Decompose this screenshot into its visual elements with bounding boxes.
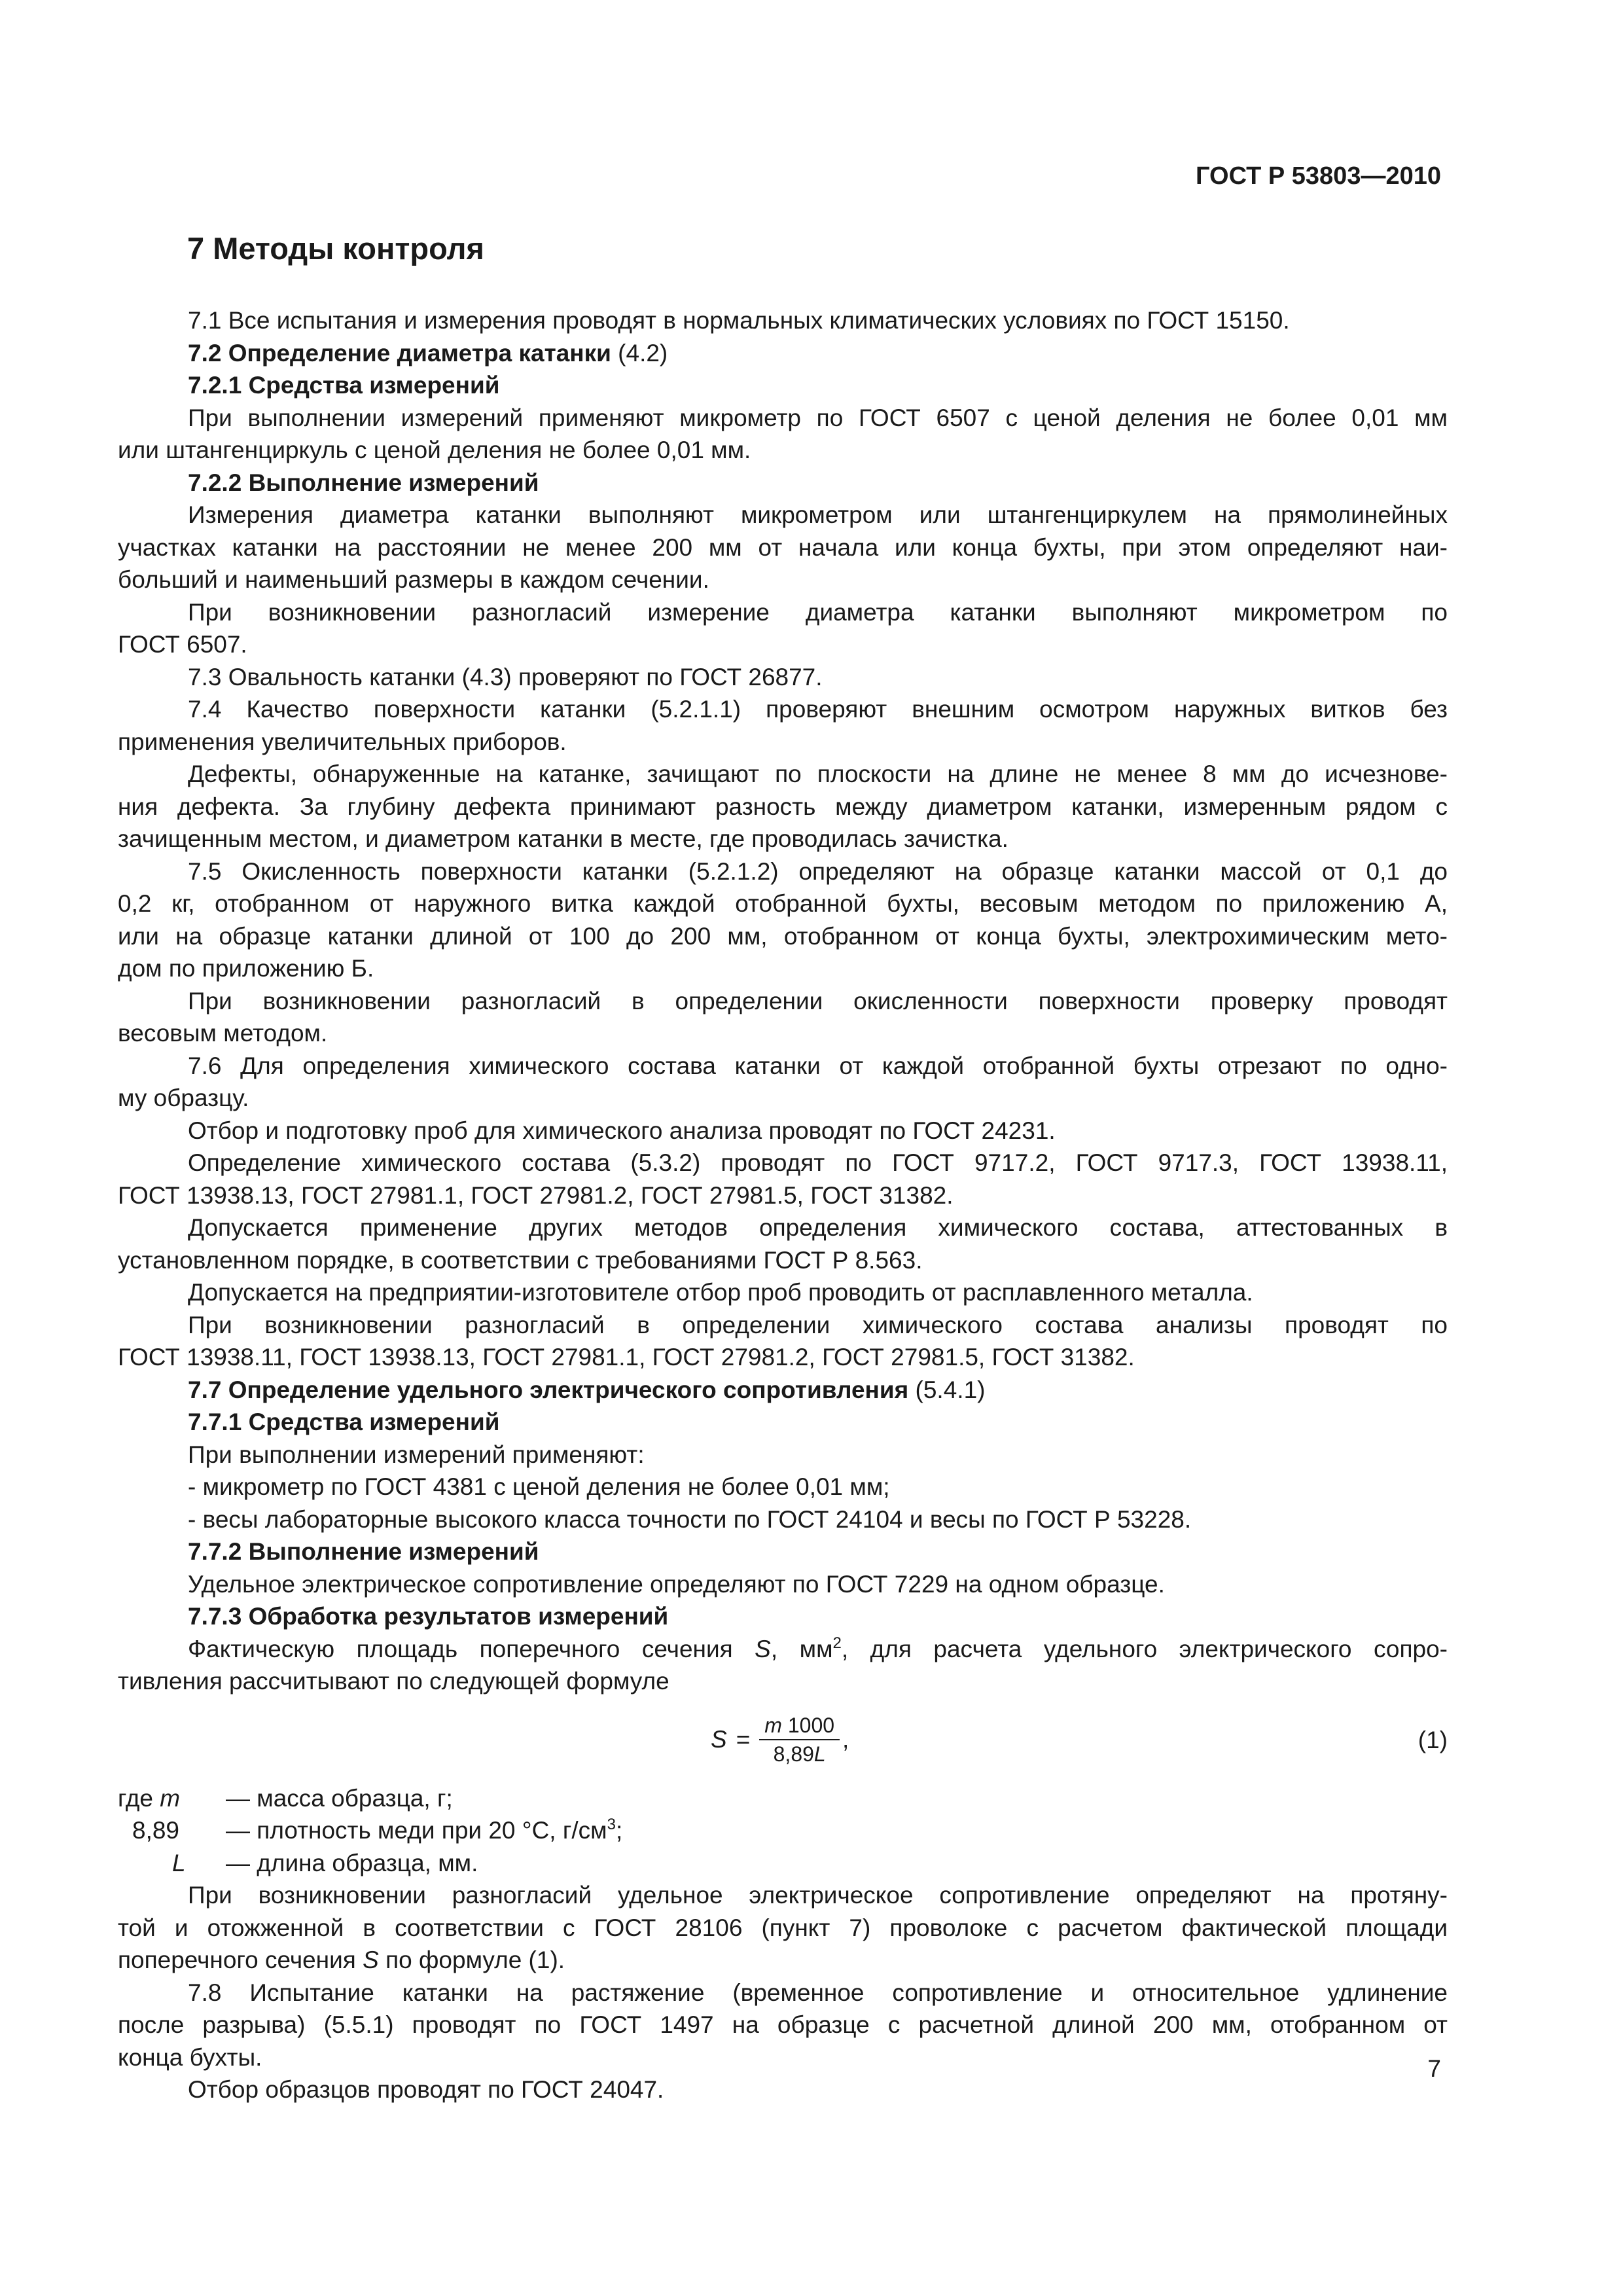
text-line: больший и наименьший размеры в каждом сечении. <box>118 566 709 593</box>
formula-fraction <box>759 1712 840 1768</box>
formula-legend-item <box>118 1847 1448 1880</box>
formula-legend-item <box>118 1814 1448 1847</box>
text-line: участках катанки на расстоянии не менее 200 мм от начала или конца бухты, при этом определяют наи- <box>118 533 1448 561</box>
text-line: 0,2 кг, отобранном от наружного витка каждой отобранной бухты, весовым методом по приложению А, <box>118 890 1448 917</box>
formula-block <box>118 1698 1448 1782</box>
text-line: му образцу. <box>118 1085 249 1111</box>
text-line: 7.4 Качество поверхности катанки (5.2.1.1) проверяют внешним осмотром наружных витков без <box>188 696 1448 723</box>
text-line: ГОСТ 13938.13, ГОСТ 27981.1, ГОСТ 27981.2, ГОСТ 27981.5, ГОСТ 31382. <box>118 1181 954 1209</box>
text-line: Отбор образцов проводят по ГОСТ 24047. <box>188 2076 664 2103</box>
text-line: 7.5 Окисленность поверхности катанки (5.2.1.2) определяют на образце катанки массой от 0,1 до <box>188 857 1448 885</box>
section-title: 7 Методы контроля <box>187 231 484 266</box>
subsection-heading: 7.7.2 Выполнение измерений <box>188 1538 539 1565</box>
formula-number: (1) <box>1418 1726 1448 1753</box>
legend-text: — плотность меди при 20 °С, $г/см^3$; <box>226 1816 623 1844</box>
formula-comma: , <box>842 1726 849 1753</box>
legend-key: 8,89 <box>132 1817 180 1844</box>
text-line: поперечного сечения S по формуле (1). <box>118 1946 565 1973</box>
formula-numerator: m 1000 <box>764 1713 835 1737</box>
text-line: При возникновении разногласий в определении химического состава анализы проводят по <box>188 1311 1448 1338</box>
text-line: 7.3 Овальность катанки (4.3) проверяют по ГОСТ 26877. <box>188 663 823 691</box>
formula <box>711 1698 849 1782</box>
legend-key: где m <box>118 1784 181 1812</box>
formula-denominator: 8,89L <box>773 1742 826 1766</box>
formula-legend-item <box>118 1782 1448 1815</box>
legend-key: L <box>172 1849 186 1876</box>
document-code: ГОСТ Р 53803—2010 <box>1196 162 1441 190</box>
text-line: или штангенциркуль с ценой деления не более 0,01 мм. <box>118 437 751 463</box>
text-line: установленном порядке, в соответствии с требованиями ГОСТ Р 8.563. <box>118 1246 923 1274</box>
subsection-heading: 7.2 Определение диаметра катанки (4.2) <box>188 339 668 367</box>
text-line: Удельное электрическое сопротивление определяют по ГОСТ 7229 на одном образце. <box>188 1570 1165 1598</box>
text-line: Отбор и подготовку проб для химического анализа проводят по ГОСТ 24231. <box>188 1117 1056 1144</box>
page-number: 7 <box>1427 2055 1441 2082</box>
subsection-heading: 7.7.3 Обработка результатов измерений <box>188 1603 669 1630</box>
text-line: 7.1 Все испытания и измерения проводят в нормальных климатических условиях по ГОСТ 15150. <box>188 307 1290 334</box>
text-line: При возникновении разногласий измерение диаметра катанки выполняют микрометром по <box>188 598 1448 626</box>
text-line: При возникновении разногласий удельное электрическое сопротивление определяют на протяну- <box>188 1882 1448 1909</box>
text-line: или на образце катанки длиной от 100 до 200 мм, отобранном от конца бухты, электрохимическим мето- <box>118 922 1448 950</box>
legend-text: — масса образца, г; <box>226 1784 453 1812</box>
text-line: тивления рассчитывают по следующей формуле <box>118 1668 669 1695</box>
legend-text: — длина образца, мм. <box>226 1849 478 1876</box>
text-line: Фактическую площадь поперечного сечения S, $мм^2$, для расчета удельного электрического сопро- <box>188 1634 1448 1662</box>
subsection-heading: 7.2.1 Средства измерений <box>188 372 500 399</box>
text-line: Определение химического состава (5.3.2) проводят по ГОСТ 9717.2, ГОСТ 9717.3, ГОСТ 13938.11, <box>188 1149 1448 1176</box>
text-line: после разрыва) (5.5.1) проводят по ГОСТ 1497 на образце с расчетной длиной 200 мм, отобранном от <box>118 2011 1448 2038</box>
formula-equals: = <box>736 1726 751 1753</box>
text-line: 7.6 Для определения химического состава катанки от каждой отобранной бухты отрезают по одно- <box>188 1052 1448 1079</box>
formula-lhs: S <box>711 1726 727 1753</box>
text-line: Допускается применение других методов определения химического состава, аттестованных в <box>188 1214 1448 1241</box>
text-line: При выполнении измерений применяют: <box>188 1441 645 1468</box>
list-item: - микрометр по ГОСТ 4381 с ценой деления не более 0,01 мм; <box>188 1473 890 1500</box>
text-line: весовым методом. <box>118 1020 328 1047</box>
text-line: При возникновении разногласий в определении окисленности поверхности проверку проводят <box>188 987 1448 1014</box>
text-line: дом по приложению Б. <box>118 955 374 982</box>
text-line: При выполнении измерений применяют микрометр по ГОСТ 6507 с ценой деления не более 0,01 мм <box>188 404 1448 431</box>
section-body <box>118 304 1448 2106</box>
text-line: 7.8 Испытание катанки на растяжение (временное сопротивление и относительное удлинение <box>188 1979 1448 2006</box>
subsection-heading: 7.7.1 Средства измерений <box>188 1408 500 1435</box>
text-line: ГОСТ 6507. <box>118 631 247 658</box>
text-line: применения увеличительных приборов. <box>118 728 567 755</box>
text-line: Допускается на предприятии-изготовителе отбор проб проводить от расплавленного металла. <box>188 1279 1253 1306</box>
subsection-heading: 7.2.2 Выполнение измерений <box>188 469 539 496</box>
text-line: Измерения диаметра катанки выполняют микрометром или штангенциркулем на прямолинейных <box>188 501 1448 528</box>
text-line: ГОСТ 13938.11, ГОСТ 13938.13, ГОСТ 27981.1, ГОСТ 27981.2, ГОСТ 27981.5, ГОСТ 31382. <box>118 1344 1135 1371</box>
list-item: - весы лабораторные высокого класса точности по ГОСТ 24104 и весы по ГОСТ Р 53228. <box>188 1505 1192 1533</box>
text-line: конца бухты. <box>118 2043 262 2071</box>
text-line: Дефекты, обнаруженные на катанке, зачищают по плоскости на длине не менее 8 мм до исчезнове- <box>188 761 1448 787</box>
text-line: ния дефекта. За глубину дефекта принимают разность между диаметром катанки, измеренным рядом с <box>118 793 1448 820</box>
text-line: зачищенным местом, и диаметром катанки в месте, где проводилась зачистка. <box>118 825 1008 852</box>
text-line: той и отожженной в соответствии с ГОСТ 28106 (пункт 7) проволоке с расчетом фактической площади <box>118 1914 1448 1941</box>
subsection-heading: 7.7 Определение удельного электрического сопротивления (5.4.1) <box>188 1376 986 1403</box>
